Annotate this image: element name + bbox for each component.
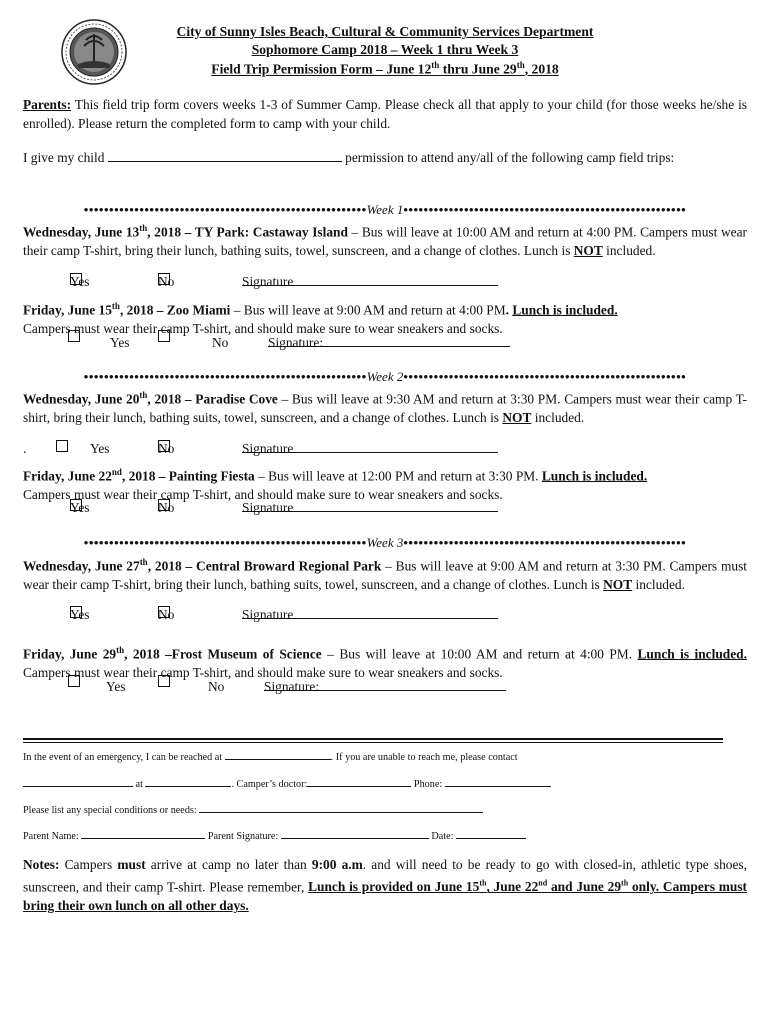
alternate-contact-name-field[interactable] bbox=[23, 777, 133, 787]
parent-info-line: Parent Name: Parent Signature: Date: bbox=[23, 829, 526, 842]
trip-1-description: Wednesday, June 13th, 2018 – TY Park: Castaway Island – Bus will leave at 10:00 AM and return at 4:00 PM. Campers must wear their camp T-shirt, bring their lunch, bathing suits, towel, sunscreen, and a change of clothes. Lunch is NOT included. bbox=[23, 223, 747, 259]
week-2-divider: ••••••••••••••••••••••••••••••••••••••••••••••••••••••••Week 2•••••••••••••••••••••••••••••••••••••••••••••••••••••••• bbox=[83, 369, 687, 384]
emergency-contact-line: In the event of an emergency, I can be reached at . If you are unable to reach me, please contact bbox=[23, 752, 518, 763]
parent-signature-field[interactable] bbox=[281, 829, 429, 839]
section-divider-thick bbox=[23, 738, 723, 740]
trip-6-response-row: Yes No Signature: bbox=[0, 677, 770, 695]
trip-3-yes-checkbox[interactable] bbox=[56, 440, 68, 452]
week-1-divider: ••••••••••••••••••••••••••••••••••••••••••••••••••••••••Week 1•••••••••••••••••••••••••••••••••••••••••••••••••••••••• bbox=[83, 202, 687, 217]
form-title-camp: Sophomore Camp 2018 – Week 1 thru Week 3 bbox=[251, 42, 519, 57]
trip-4-signature-field[interactable] bbox=[242, 499, 498, 512]
notes-paragraph: Notes: Campers must arrive at camp no later than 9:00 a.m. and will need to be ready to go with closed-in, athletic type shoes, sunscreen, and their camp T-shirt. Please remember, Lunch is provided on June 15th, June 22nd and June 29th only. Campers must bring their own lunch on all other days. bbox=[23, 857, 748, 914]
trip-2-description: Friday, June 15th, 2018 – Zoo Miami – Bus will leave at 9:00 AM and return at 4:00 PM. Lunch is included. Campers must wear their camp T-shirt, and should make sure to wear sneakers and socks. bbox=[23, 301, 618, 337]
alternate-contact-phone-field[interactable] bbox=[145, 777, 231, 787]
alternate-contact-line: at . Camper’s doctor: Phone: bbox=[23, 777, 551, 790]
trip-6-signature-field[interactable] bbox=[264, 678, 506, 691]
date-field[interactable] bbox=[456, 829, 526, 839]
form-title-permission: Field Trip Permission Form – June 12th thru June 29th, 2018 bbox=[211, 60, 559, 77]
trip-3-signature-field[interactable] bbox=[242, 440, 498, 453]
permission-line: I give my child permission to attend any/all of the following camp field trips: bbox=[23, 150, 675, 165]
trip-6-yes-checkbox[interactable] bbox=[68, 675, 80, 687]
special-conditions-line: Please list any special conditions or needs: bbox=[23, 803, 483, 816]
trip-6-no-checkbox[interactable] bbox=[158, 675, 170, 687]
week-3-divider: ••••••••••••••••••••••••••••••••••••••••••••••••••••••••Week 3•••••••••••••••••••••••••••••••••••••••••••••••••••••••• bbox=[83, 535, 687, 550]
trip-2-no-checkbox[interactable] bbox=[158, 330, 170, 342]
trip-1-signature-field[interactable] bbox=[242, 273, 498, 286]
parent-name-field[interactable] bbox=[81, 829, 205, 839]
trip-5-signature-field[interactable] bbox=[242, 606, 498, 619]
child-name-field[interactable] bbox=[108, 149, 342, 162]
trip-5-description: Wednesday, June 27th, 2018 – Central Broward Regional Park – Bus will leave at 9:00 AM and return at 3:30 PM. Campers must wear their camp T-shirt, bring their lunch, bathing suits, towel, sunscreen, and a change of clothes. Lunch is NOT included. bbox=[23, 557, 747, 593]
trip-1-response-row: Yes No Signature bbox=[0, 273, 770, 291]
trip-6-description: Friday, June 29th, 2018 –Frost Museum of Science – Bus will leave at 10:00 AM and return at 4:00 PM. Lunch is included. Campers must wear their camp T-shirt, and should make sure to wear sneakers and socks. bbox=[23, 645, 747, 681]
trip-4-response-row: Yes No Signature bbox=[0, 499, 770, 517]
trip-2-response-row: Yes No Signature: bbox=[0, 332, 770, 350]
special-conditions-field[interactable] bbox=[199, 803, 483, 813]
section-divider-thin bbox=[23, 742, 723, 743]
form-title-department: City of Sunny Isles Beach, Cultural & Community Services Department bbox=[176, 24, 594, 39]
parents-intro: Parents: This field trip form covers weeks 1-3 of Summer Camp. Please check all that apply to your child (for those weeks he/she is enrolled). Please return the completed form to camp with your child. bbox=[23, 97, 747, 131]
trip-5-response-row: Yes No Signature bbox=[0, 606, 770, 624]
trip-2-yes-checkbox[interactable] bbox=[68, 330, 80, 342]
camper-doctor-field[interactable] bbox=[307, 777, 411, 787]
emergency-phone-field[interactable] bbox=[225, 750, 331, 760]
trip-3-response-row: . Yes No Signature bbox=[0, 440, 770, 458]
doctor-phone-field[interactable] bbox=[445, 777, 551, 787]
trip-4-description: Friday, June 22nd, 2018 – Painting Fiesta – Bus will leave at 12:00 PM and return at 3:30 PM. Lunch is included. Campers must wear their camp T-shirt, and should make sure to wear sneakers and socks. bbox=[23, 467, 648, 503]
trip-3-description: Wednesday, June 20th, 2018 – Paradise Cove – Bus will leave at 9:30 AM and return at 3:30 PM. Campers must wear their camp T-shirt, bring their lunch, bathing suits, towel, sunscreen, and a change of clothes. Lunch is NOT included. bbox=[23, 390, 747, 426]
trip-2-signature-field[interactable] bbox=[268, 334, 510, 347]
